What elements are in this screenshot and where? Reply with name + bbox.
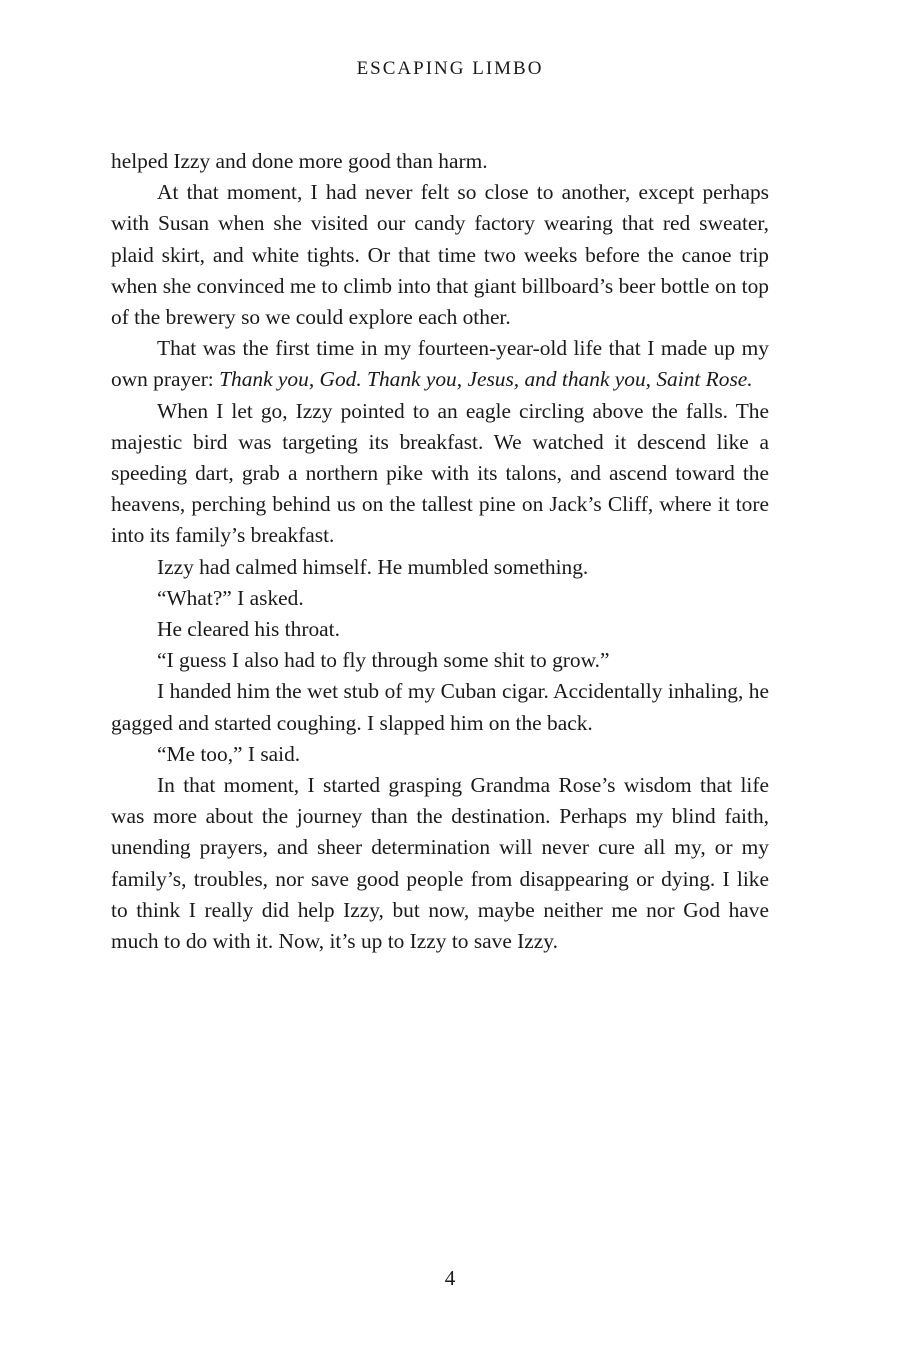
page-number: 4 [444,1266,456,1290]
paragraph: “Me too,” I said. [157,741,301,766]
paragraph: In that moment, I started grasping Grandma Rose’s wisdom that life was more about the journey than the destination. Perhaps my blind faith, unending prayers, and sheer determination will never cure all my, or my family’s, troubles, nor save good people from disappearing or dying. I like to think I really did help Izzy, but now, maybe neither me nor God have much to do with it. Now, it’s up to Izzy to save Izzy. [111,773,769,954]
body-text [111,146,769,957]
paragraph: I handed him the wet stub of my Cuban cigar. Accidentally inhaling, he gagged and started coughing. I slapped him on the back. [111,679,769,735]
paragraph [111,333,769,395]
paragraph: helped Izzy and done more good than harm. [111,149,488,173]
paragraph: When I let go, Izzy pointed to an eagle circling above the falls. The majestic bird was targeting its breakfast. We watched it descend like a speeding dart, grab a northern pike with its talons, and ascend toward the heavens, perching behind us on the tallest pine on Jack’s Cliff, where it tore into its family’s breakfast. [111,398,769,548]
paragraph-lead: That was the first time in my fourteen-year-old life that I made up my own prayer: [111,336,769,392]
prayer-italic: Thank you, God. Thank you, Jesus, and thank you, Saint Rose. [219,367,753,392]
paragraph: “I guess I also had to fly through some shit to grow.” [157,648,610,673]
paragraph: At that moment, I had never felt so close to another, except perhaps with Susan when she visited our candy factory wearing that red sweater, plaid skirt, and white tights. Or that time two weeks before the canoe trip when she convinced me to climb into that giant billboard’s beer bottle on top of the brewery so we could explore each other. [111,180,769,330]
running-head-title: ESCAPING LIMBO [356,58,544,79]
paragraph: Izzy had calmed himself. He mumbled something. [157,554,589,579]
paragraph: He cleared his throat. [157,617,340,642]
paragraph: “What?” I asked. [157,585,304,610]
